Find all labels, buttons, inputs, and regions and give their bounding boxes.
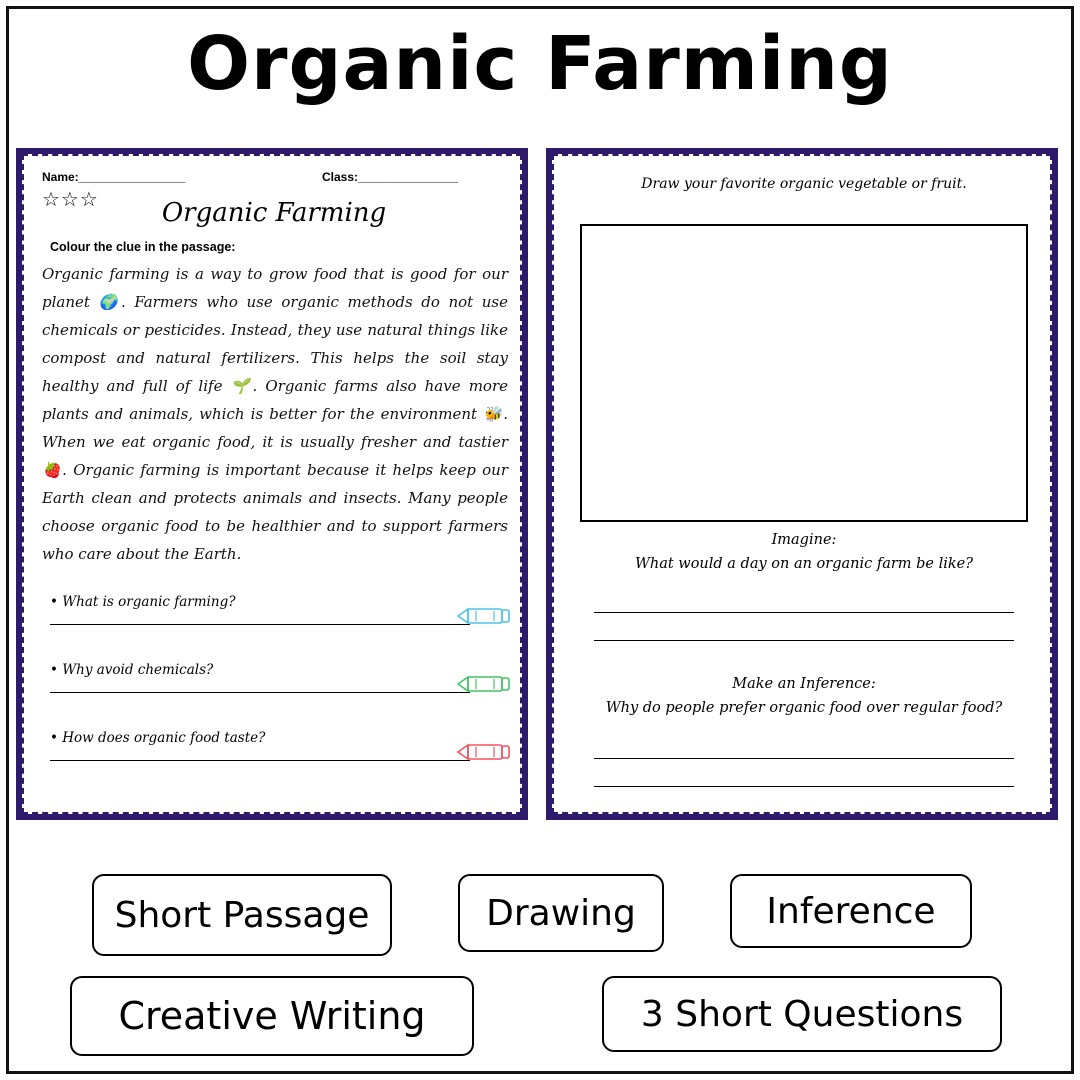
feature-badge-drawing: Drawing [458, 874, 664, 952]
worksheet-right-inner [552, 154, 1052, 814]
worksheet-instruction: Colour the clue in the passage: [50, 240, 236, 254]
crayon-icon [456, 742, 512, 762]
answer-line[interactable] [50, 692, 470, 693]
answer-line[interactable] [594, 612, 1014, 613]
imagine-label: Imagine: [771, 532, 837, 548]
answer-line[interactable] [50, 624, 470, 625]
worksheet-page-right [546, 148, 1058, 820]
feature-badge-inference: Inference [730, 874, 972, 948]
question-text: • What is organic farming? [50, 594, 236, 610]
question-text: • How does organic food taste? [50, 730, 266, 746]
reading-passage: Organic farming is a way to grow food that is good for our planet 🌍. Farmers who use organic methods do not use chemicals or pesticides. Instead, they use natural things like compost and natural fertilizers. This helps the soil stay healthy and full of life 🌱. Organic farms also have more plants and animals, which is better for the environment 🐝. When we eat organic food, it is usually fresher and tastier 🍓. Organic farming is important because it helps keep our Earth clean and protects animals and insects. Many people choose organic food to be healthier and to support farmers who care about the Earth. [42, 265, 508, 563]
answer-line[interactable] [594, 758, 1014, 759]
question-block [50, 730, 490, 761]
crayon-icon [456, 606, 512, 626]
star-rating-icon[interactable]: ☆☆☆ [42, 189, 99, 211]
answer-line[interactable] [50, 760, 470, 761]
feature-badge-short-passage: Short Passage [92, 874, 392, 956]
question-text: • Why avoid chemicals? [50, 662, 214, 678]
drawing-area[interactable] [580, 224, 1028, 522]
answer-line[interactable] [594, 786, 1014, 787]
crayon-icon [456, 674, 512, 694]
feature-badge-short-questions: 3 Short Questions [602, 976, 1002, 1052]
worksheet-page-left [16, 148, 528, 820]
feature-badge-creative-writing: Creative Writing [70, 976, 474, 1056]
question-block [50, 594, 490, 625]
worksheet-heading: Organic Farming [161, 198, 387, 228]
inference-question: Why do people prefer organic food over regular food? [605, 700, 1003, 716]
inference-label: Make an Inference: [732, 676, 876, 692]
question-block [50, 662, 490, 693]
drawing-prompt: Draw your favorite organic vegetable or fruit. [641, 176, 967, 192]
worksheet-left-inner [22, 154, 522, 814]
imagine-question: What would a day on an organic farm be like? [634, 556, 974, 572]
answer-line[interactable] [594, 640, 1014, 641]
class-field-label[interactable]: Class:_______________ [322, 170, 459, 184]
page-title: Organic Farming [187, 21, 893, 107]
name-field-label[interactable]: Name:________________ [42, 170, 186, 184]
